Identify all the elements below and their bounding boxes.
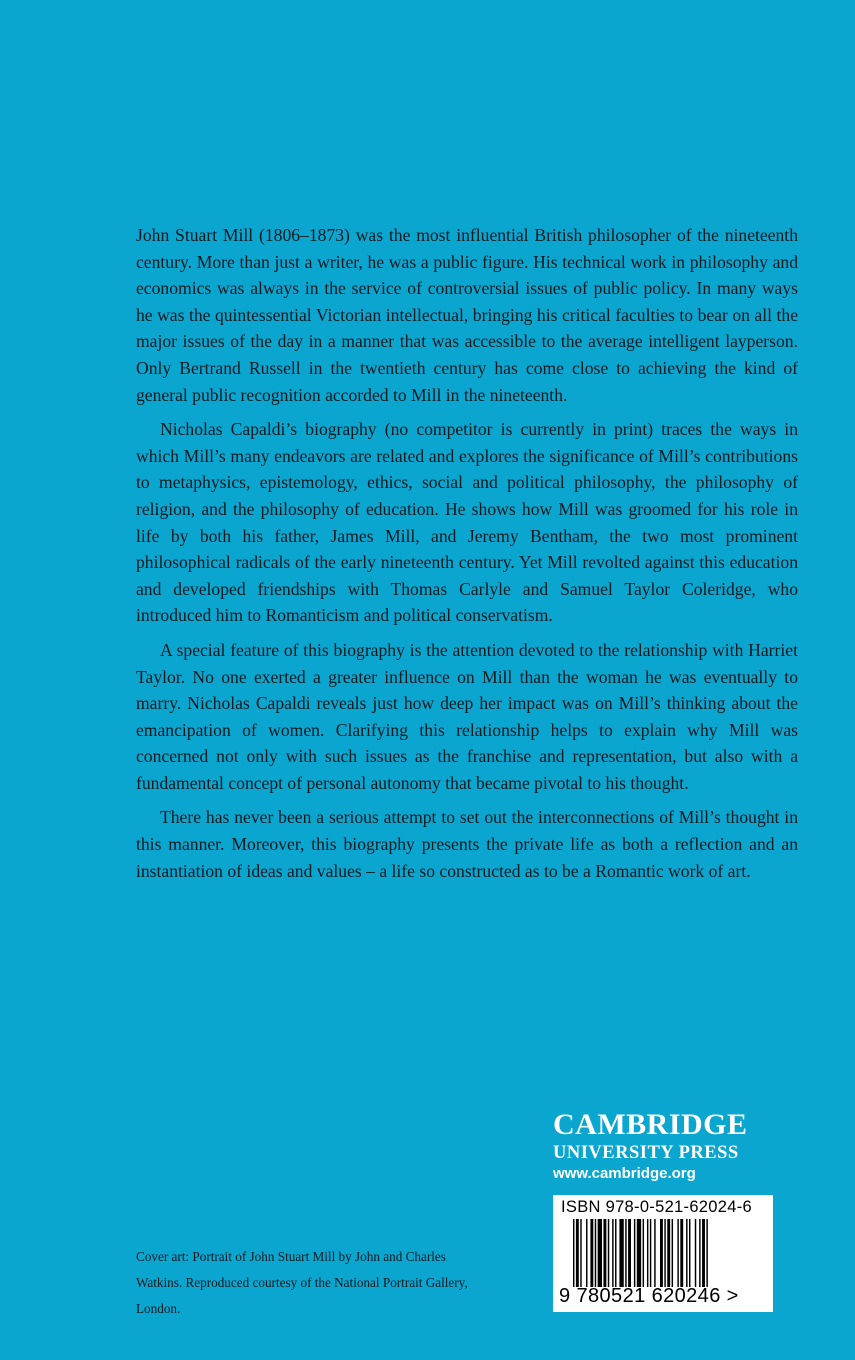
- blurb-paragraph-1: John Stuart Mill (1806–1873) was the most influential British philosopher of the nineteenth century. More than just a writer, he was a public figure. His technical work in philosophy and economics was always in the service of controversial issues of public policy. In many ways he was the quintessential Victorian intellectual, bringing his critical faculties to bear on all the major issues of the day in a manner that was accessible to the average intelligent layperson. Only Bertrand Russell in the twentieth century has come close to achieving the kind of general public recognition accorded to Mill in the nineteenth.: [136, 225, 798, 405]
- blurb-paragraph-4: There has never been a serious attempt to set out the interconnections of Mill’s thought in this manner. Moreover, this biography presents the private life as both a reflection and an instantiation of ideas and values – a life so constructed as to be a Romantic work of art.: [136, 807, 798, 881]
- blurb-paragraph-3: A special feature of this biography is the attention devoted to the relationship with Harriet Taylor. No one exerted a greater influence on Mill than the woman he was eventually to marry. Nicholas Capaldi reveals just how deep her impact was on Mill’s thinking about the emancipation of women. Clarifying this relationship helps to explain why Mill was concerned not only with such issues as the franchise and representation, but also with a fundamental concept of personal autonomy that became pivotal to his thought.: [136, 639, 798, 793]
- back-cover-blurb: [136, 222, 798, 892]
- publisher-name: CAMBRIDGE: [553, 1108, 748, 1141]
- isbn-barcode: [553, 1195, 773, 1312]
- cover-art-credit: Cover art: Portrait of John Stuart Mill by John and Charles Watkins. Reproduced courtesy of the National Portrait Gallery, London.: [136, 1249, 468, 1316]
- publisher-logo: [553, 1108, 775, 1184]
- publisher-subtitle: UNIVERSITY PRESS: [553, 1143, 739, 1163]
- barcode-digits: 9 780521 620246 >: [559, 1285, 739, 1307]
- blurb-paragraph-2: Nicholas Capaldi’s biography (no competitor is currently in print) traces the ways in which Mill’s many endeavors are related and explores the significance of Mill’s contributions to metaphysics, epistemology, ethics, social and political philosophy, the philosophy of religion, and the philosophy of education. He shows how Mill was groomed for his role in life by both his father, James Mill, and Jeremy Bentham, the two most prominent philosophical radicals of the early nineteenth century. Yet Mill revolted against this education and developed friendships with Thomas Carlyle and Samuel Taylor Coleridge, who introduced him to Romanticism and political conservatism.: [136, 419, 798, 626]
- isbn-number: ISBN 978-0-521-62024-6: [561, 1198, 752, 1216]
- publisher-url: www.cambridge.org: [553, 1165, 696, 1182]
- barcode-bars-icon: [573, 1219, 763, 1287]
